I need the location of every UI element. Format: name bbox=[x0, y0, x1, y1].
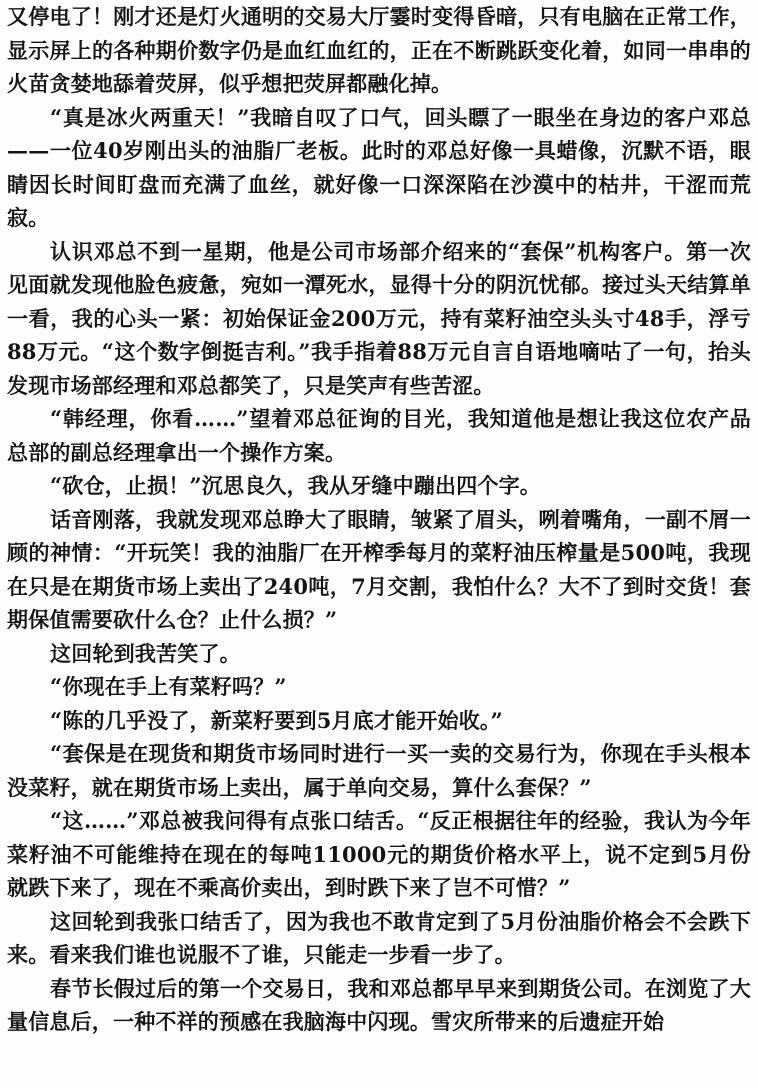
paragraph-3: 认识邓总不到一星期，他是公司市场部介绍来的“套保”机构客户。第一次见面就发现他脸色疲惫，宛如一潭死水，显得十分的阴沉忧郁。接过头天结算单一看，我的心头一紧：初始保证金200万元，持有菜籽油空头头寸48手，浮亏88万元。“这个数字倒挺吉利。”我手指着88万元自言自语地嘀咕了一句，抬头发现市场部经理和邓总都笑了，只是笑声有些苦涩。 bbox=[7, 238, 751, 398]
paragraph-7: 这回轮到我苦笑了。 bbox=[50, 640, 241, 666]
paragraph-10: “套保是在现货和期货市场同时进行一买一卖的交易行为，你现在手头根本没菜籽，就在期货市场上卖出，属于单向交易，算什么套保？” bbox=[7, 741, 751, 800]
paragraph-6: 话音刚落，我就发现邓总睁大了眼睛，皱紧了眉头，咧着嘴角，一副不屑一顾的神情：“开玩笑！我的油脂厂在开榨季每月的菜籽油压榨量是500吨，我现在只是在期货市场上卖出了240吨，7月交割，我怕什么？大不了到时交货！套期保值需要砍什么仓？止什么损？” bbox=[7, 506, 751, 632]
paragraph-1: 又停电了！刚才还是灯火通明的交易大厅霎时变得昏暗，只有电脑在正常工作，显示屏上的各种期价数字仍是血红血红的，正在不断跳跃变化着，如同一串串的火苗贪婪地舔着荧屏，似乎想把荧屏都融化掉。 bbox=[7, 4, 751, 96]
paragraph-8: “你现在手上有菜籽吗？” bbox=[50, 674, 287, 699]
paragraph-5: “砍仓，止损！”沉思良久，我从牙缝中蹦出四个字。 bbox=[50, 473, 542, 498]
paragraph-12: 这回轮到我张口结舌了，因为我也不敢肯定到了5月份油脂价格会不会跌下来。看来我们谁也说服不了谁，只能走一步看一步了。 bbox=[7, 908, 751, 967]
paragraph-13: 春节长假过后的第一个交易日，我和邓总都早早来到期货公司。在浏览了大量信息后，一种不祥的预感在我脑海中闪现。雪灾所带来的后遗症开始 bbox=[7, 975, 751, 1034]
story-text bbox=[7, 0, 751, 1039]
paragraph-2: “真是冰火两重天！”我暗自叹了口气，回头瞟了一眼坐在身边的客户邓总——一位40岁刚出头的油脂厂老板。此时的邓总好像一具蜡像，沉默不语，眼睛因长时间盯盘而充满了血丝，就好像一口深深陷在沙漠中的枯井，干涩而荒寂。 bbox=[7, 104, 751, 230]
paragraph-4: “韩经理，你看……”望着邓总征询的目光，我知道他是想让我这位农产品总部的副总经理拿出一个操作方案。 bbox=[7, 406, 751, 465]
paragraph-9: “陈的几乎没了，新菜籽要到5月底才能开始收。” bbox=[50, 707, 503, 733]
paragraph-11: “这……”邓总被我问得有点张口结舌。“反正根据往年的经验，我认为今年菜籽油不可能维持在现在的每吨11000元的期货价格水平上，说不定到5月份就跌下来了，现在不乘高价卖出，到时跌下来了岂不可惜？” bbox=[7, 808, 751, 900]
